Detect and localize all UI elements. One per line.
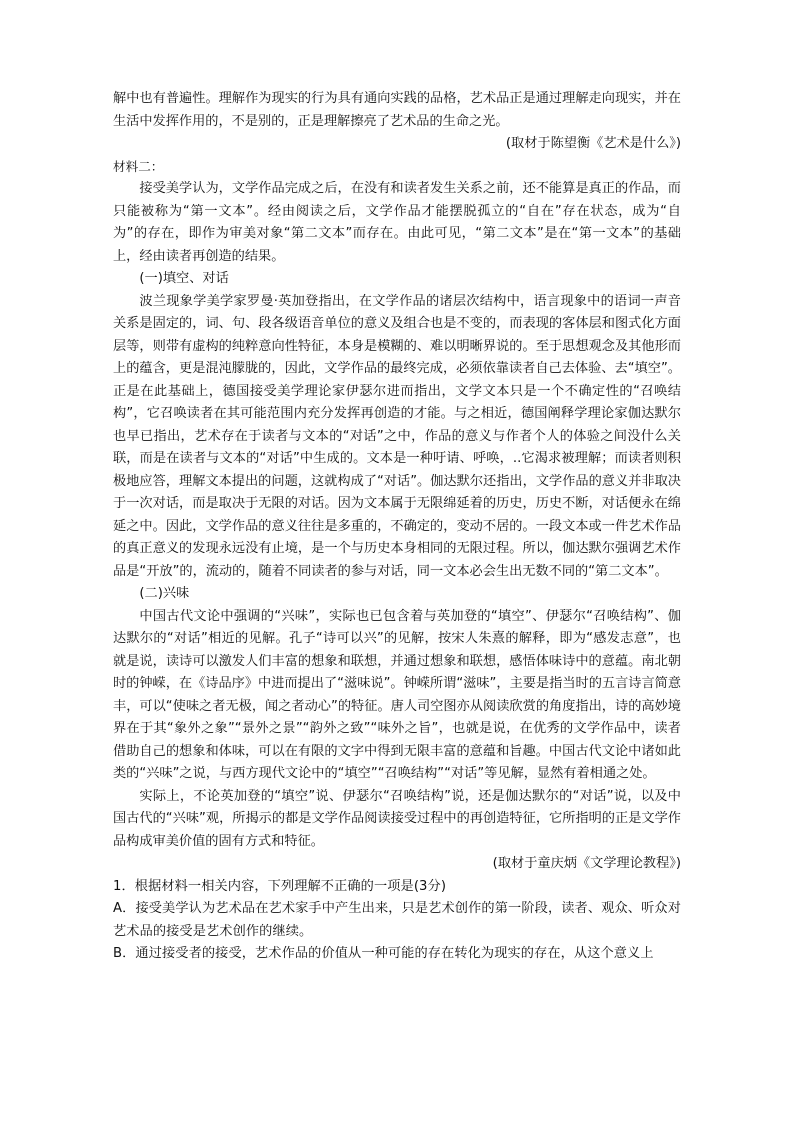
question-1-stem: 1．根据材料一相关内容，下列理解不正确的一项是(3分) — [113, 878, 447, 894]
section2-heading: (二)兴味 — [139, 586, 190, 601]
exam-page — [113, 88, 681, 966]
material2-source: (取材于童庆炳《文学理论教程》) — [492, 856, 681, 871]
section2-body-paragraph: 中国古代文论中强调的“兴味”，实际也已包含着与英加登的“填空”、伊瑟尔“召唤结构”、伽达默尔的“对话”相近的见解。孔子“诗可以兴”的见解，按宋人朱熹的解释，即为“感发志意”，也就是说，读诗可以激发人们丰富的想象和联想，并通过想象和联想，感悟体味诗中的意蕴。南北朝时的钟嵘，在《诗品序》中进而提出了“滋味说”。钟嵘所谓“滋味”，主要是指当时的五言诗言简意丰，可以“使味之者无极，闻之者动心”的特征。唐人司空图亦从阅读欣赏的角度指出，诗的高妙境界在于其“象外之象”“景外之景”“韵外之致”“味外之旨”，也就是说，在优秀的文学作品中，读者借助自己的想象和体味，可以在有限的文字中得到无限丰富的意蕴和旨趣。中国古代文论中诸如此类的“兴味”之说，与西方现代文论中的“填空”“召唤结构”“对话”等见解，显然有着相通之处。 — [113, 608, 682, 781]
question-1-option-a: A．接受美学认为艺术品在艺术家手中产生出来，只是艺术创作的第一阶段，读者、观众、听众对艺术品的接受是艺术创作的继续。 — [113, 901, 681, 939]
section1-body-paragraph: 波兰现象学美学家罗曼·英加登指出，在文学作品的诸层次结构中，语言现象中的语词一声音关系是固定的，词、句、段各级语音单位的意义及组合也是不变的，而表现的客体层和图式化方面层等，则带有虚构的纯粹意向性特征，本身是模糊的、难以明晰界说的。至于思想观念及其他形而上的蕴含，更是混沌朦胧的，因此，文学作品的最终完成，必须依靠读者自己去体验、去“填空”。正是在此基础上，德国接受美学理论家伊瑟尔进而指出，文学文本只是一个不确定性的“召唤结构”，它召唤读者在其可能范围内充分发挥再创造的才能。与之相近，德国阐释学理论家伽达默尔也早已指出，艺术存在于读者与文本的“对话”之中，作品的意义与作者个人的体验之间没什么关联，而是在读者与文本的“对话”中生成的。文本是一种吁请、呼唤，..它渴求被理解；而读者则积极地应答，理解文本提出的问题，这就构成了“对话”。伽达默尔还指出，文学作品的意义并非取决于一次对话，而是取决于无限的对话。因为文本属于无限绵延着的历史，历史不断，对话便永在绵延之中。因此，文学作品的意义往往是多重的，不确定的，变动不居的。一段文本或一件艺术作品的真正意义的发现永远没有止境，是一个与历史本身相同的无限过程。所以，伽达默尔强调艺术作品是“开放”的，流动的，随着不同读者的参与对话，同一文本必会生出无数不同的“第二文本”。 — [113, 293, 681, 579]
section1-heading: (一)填空、对话 — [139, 271, 229, 286]
conclusion-paragraph: 实际上，不论英加登的“填空”说、伊瑟尔“召唤结构”说，还是伽达默尔的“对话”说，以及中国古代的“兴味”观，所揭示的都是文学作品阅读接受过程中的再创造特征，它所指明的正是文学作品构成审美价值的固有方式和特征。 — [113, 788, 681, 849]
material1-tail-paragraph: 解中也有普遍性。理解作为现实的行为具有通向实践的品格，艺术品正是通过理解走向现实，并在生活中发挥作用的，不是别的，正是理解擦亮了艺术品的生命之光。 — [113, 91, 681, 129]
material2-label: 材料二： — [113, 158, 164, 174]
material1-source: (取材于陈望衡《艺术是什么》) — [505, 136, 681, 151]
material2-intro-paragraph: 接受美学认为，文学作品完成之后，在没有和读者发生关系之前，还不能算是真正的作品，而只能被称为“第一文本”。经由阅读之后，文学作品才能摆脱孤立的“自在”存在状态，成为“自为”的存在，即作为审美对象“第二文本”而存在。由此可见，“第二文本”是在“第一文本”的基础上，经由读者再创造的结果。 — [113, 181, 681, 264]
question-1-option-b: B．通过接受者的接受，艺术作品的价值从一种可能的存在转化为现实的存在，从这个意义上 — [113, 946, 654, 961]
